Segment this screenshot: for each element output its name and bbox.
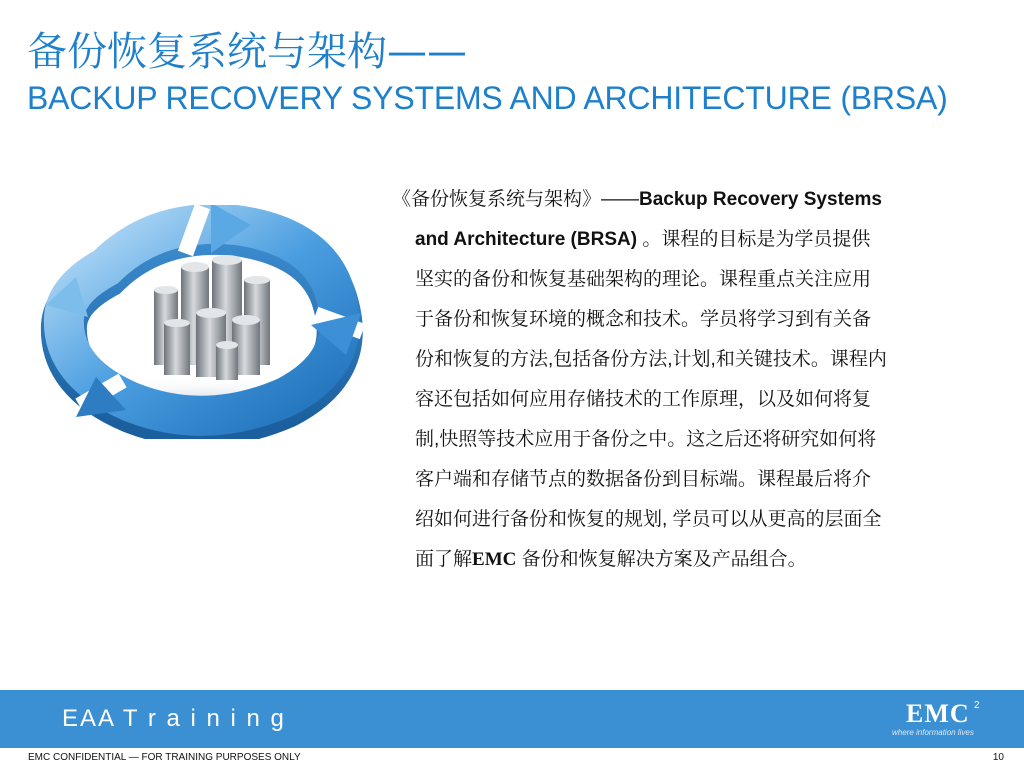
storage-cylinders-icon [154,255,270,380]
slide-title-cn: 备份恢复系统与架构—— [27,29,467,75]
emc-logo [888,698,988,742]
logo-tagline: where information lives [892,728,974,737]
description-line: 份和恢复的方法,包括备份方法,计划,和关键技术。课程内 [415,349,887,370]
description-line: 客户端和存储节点的数据备份到目标端。课程最后将介 [415,469,872,490]
description-line: 容还包括如何应用存储技术的工作原理，以及如何将复 [415,389,872,410]
course-description [392,180,992,580]
logo-text: EMC [906,699,970,728]
page-number: 10 [992,752,1004,763]
backup-cycle-arrows-icon [36,205,370,439]
description-line: 坚实的备份和恢复基础架构的理论。课程重点关注应用 [415,269,872,290]
description-text: 备份和恢复解决方案及产品组合。 [516,549,807,570]
description-text-en: and Architecture (BRSA) [415,229,638,250]
footer-band [0,690,1024,748]
description-line [392,180,992,220]
description-text: 。课程的目标是为学员提供 [642,229,871,250]
confidential-notice: EMC CONFIDENTIAL — FOR TRAINING PURPOSES ONLY [28,752,301,763]
footer-training-label: EAA T r a i n i n g [62,705,286,732]
slide-title-en: BACKUP RECOVERY SYSTEMS AND ARCHITECTURE (BRSA) [27,80,948,116]
description-text-en: Backup Recovery Systems [639,189,882,210]
description-line: 绍如何进行备份和恢复的规划, 学员可以从更高的层面全 [415,509,882,530]
description-line: 制,快照等技术应用于备份之中。这之后还将研究如何将 [415,429,877,450]
description-line: 于备份和恢复环境的概念和技术。学员将学习到有关备 [415,309,872,330]
description-text: 面了解 [415,549,473,570]
logo-superscript: 2 [974,700,980,711]
description-text: 《备份恢复系统与架构》—— [392,189,640,210]
emc-brand-text: EMC [472,549,517,570]
backup-cycle-illustration [36,205,370,439]
description-line [392,540,992,580]
description-line [392,220,992,260]
